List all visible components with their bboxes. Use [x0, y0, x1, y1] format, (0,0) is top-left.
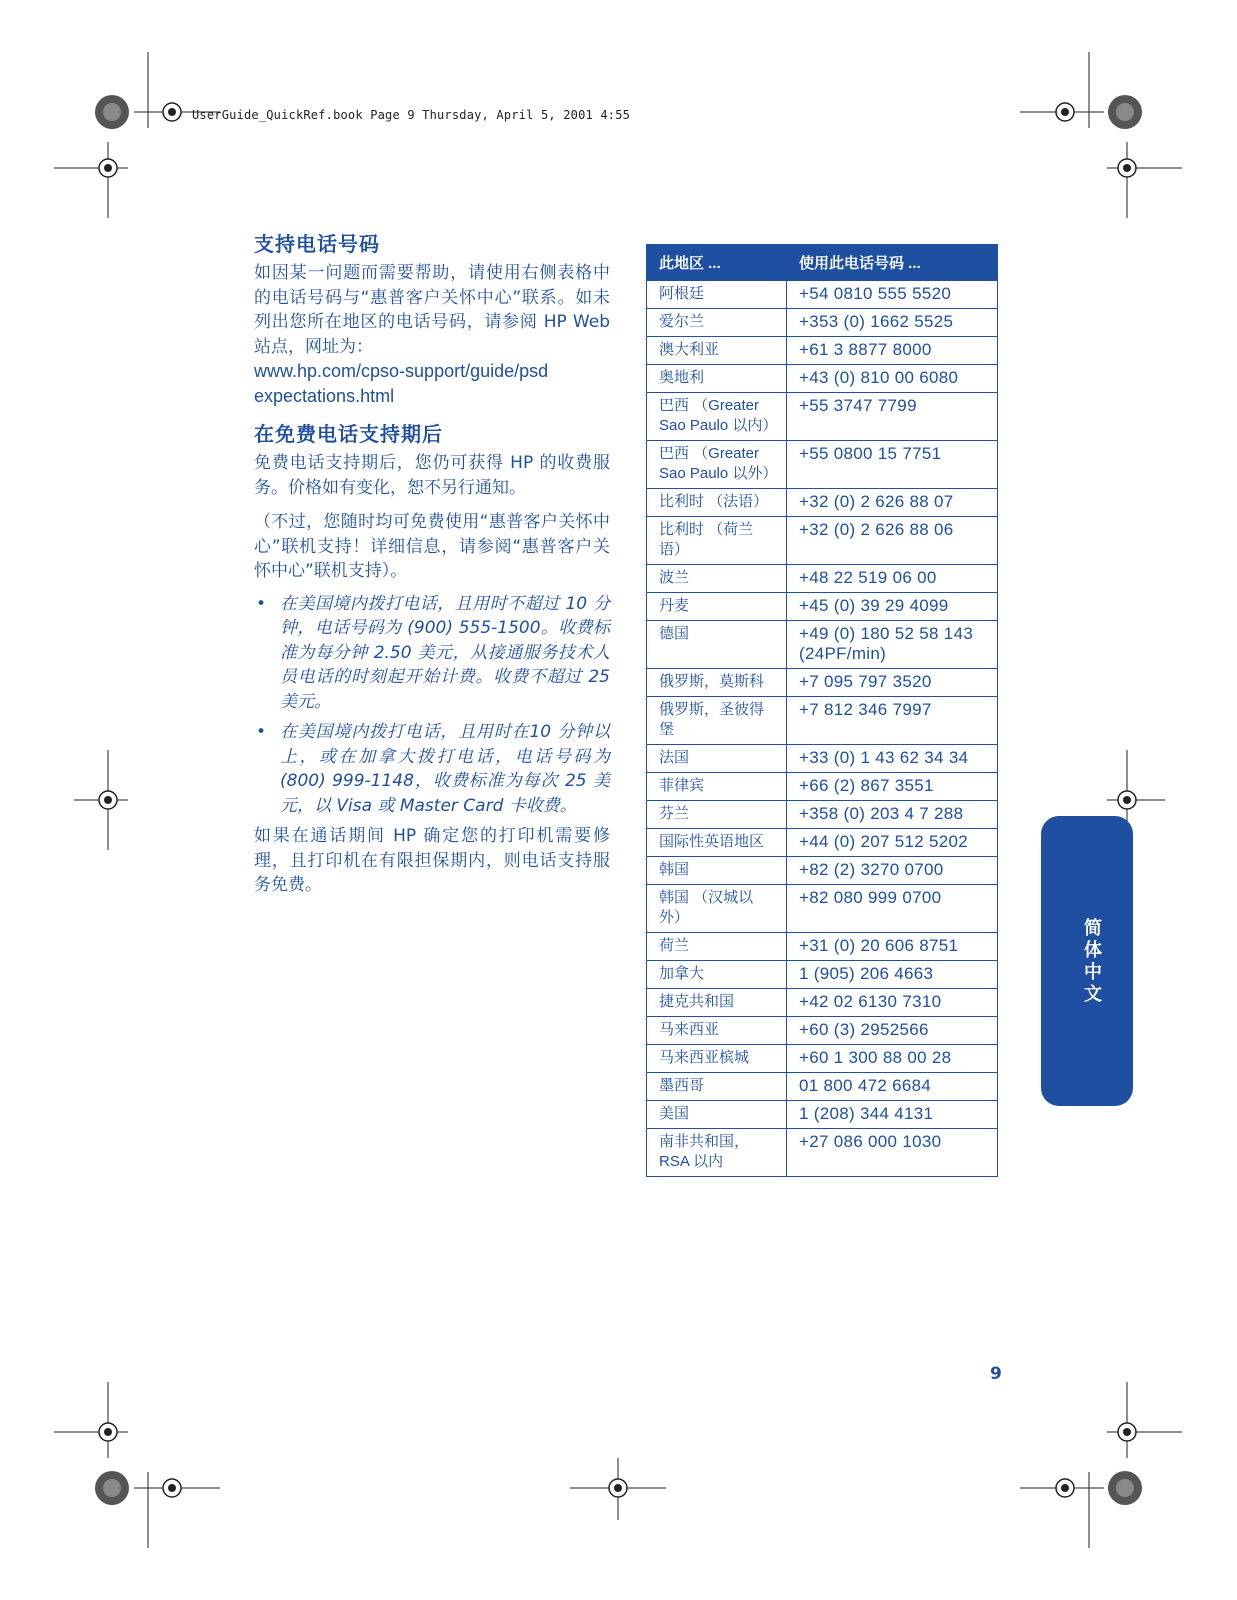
- table-row: [647, 829, 998, 857]
- phone-number-cell: +55 3747 7799: [787, 393, 998, 441]
- region-cell: 澳大利亚: [647, 337, 787, 365]
- region-cell: 俄罗斯，圣彼得堡: [647, 697, 787, 745]
- phone-number-cell: +32 (0) 2 626 88 06: [787, 517, 998, 565]
- phone-number-cell: +43 (0) 810 00 6080: [787, 365, 998, 393]
- region-cell: 美国: [647, 1101, 787, 1129]
- list-item: • 在美国境内拨打电话，且用时不超过 10 分钟，电话号码为 (900) 555-1500。收费标准为每分钟 2.50 美元，从接通服务技术人员电话的时刻起开始计费。收费不超过 25 美元。: [256, 593, 610, 712]
- phone-number-cell: +49 (0) 180 52 58 143 (24PF/min): [787, 621, 998, 669]
- table-row: [647, 281, 998, 309]
- region-cell: 菲律宾: [647, 773, 787, 801]
- region-cell: 奥地利: [647, 365, 787, 393]
- region-cell: 爱尔兰: [647, 309, 787, 337]
- print-header-line: UserGuide_QuickRef.book Page 9 Thursday, April 5, 2001 4:55: [192, 108, 631, 122]
- table-row: [647, 309, 998, 337]
- region-cell: 荷兰: [647, 933, 787, 961]
- section-title-support-phone: 支持电话号码: [254, 232, 380, 256]
- region-cell: 俄罗斯，莫斯科: [647, 669, 787, 697]
- support-url-line-2: expectations.html: [254, 385, 395, 406]
- table-row: [647, 489, 998, 517]
- section-body-support-phone: 如因某一问题而需要帮助，请使用右侧表格中的电话号码与“惠普客户关怀中心”联系。如未列出您所在地区的电话号码，请参阅 HP Web 站点，网址为：: [254, 263, 610, 357]
- paragraph-fee-service: 免费电话支持期后，您仍可获得 HP 的收费服务。价格如有变化，恕不另行通知。: [254, 453, 610, 498]
- table-row: [647, 565, 998, 593]
- bullet-icon: •: [256, 722, 267, 742]
- table-row: [647, 393, 998, 441]
- region-cell: 国际性英语地区: [647, 829, 787, 857]
- phone-number-cell: +82 080 999 0700: [787, 885, 998, 933]
- phone-number-cell: +31 (0) 20 606 8751: [787, 933, 998, 961]
- table-row: [647, 1129, 998, 1177]
- region-cell: 南非共和国，RSA 以内: [647, 1129, 787, 1177]
- phone-number-cell: +33 (0) 1 43 62 34 34: [787, 745, 998, 773]
- phone-number-cell: +32 (0) 2 626 88 07: [787, 489, 998, 517]
- region-cell: 墨西哥: [647, 1073, 787, 1101]
- region-cell: 波兰: [647, 565, 787, 593]
- table-row: [647, 669, 998, 697]
- table-row: [647, 365, 998, 393]
- table-row: [647, 857, 998, 885]
- section-title-after-free-support: 在免费电话支持期后: [254, 422, 443, 446]
- region-cell: 巴西 （Greater Sao Paulo 以内）: [647, 393, 787, 441]
- table-row: [647, 989, 998, 1017]
- region-cell: 韩国: [647, 857, 787, 885]
- table-row: [647, 1101, 998, 1129]
- paragraph-online-support: （不过，您随时均可免费使用“惠普客户关怀中心”联机支持！详细信息，请参阅“惠普客户关怀中心”联机支持）。: [254, 512, 610, 581]
- region-cell: 比利时 （荷兰语）: [647, 517, 787, 565]
- language-side-tab-label: 简体中文: [1081, 918, 1102, 1006]
- phone-number-cell: +66 (2) 867 3551: [787, 773, 998, 801]
- table-row: [647, 801, 998, 829]
- phone-number-cell: +61 3 8877 8000: [787, 337, 998, 365]
- table-row: [647, 337, 998, 365]
- region-cell: 加拿大: [647, 961, 787, 989]
- table-body: [647, 281, 998, 1177]
- table-row: [647, 961, 998, 989]
- phone-number-cell: +82 (2) 3270 0700: [787, 857, 998, 885]
- region-cell: 比利时 （法语）: [647, 489, 787, 517]
- region-cell: 法国: [647, 745, 787, 773]
- region-cell: 巴西 （Greater Sao Paulo 以外）: [647, 441, 787, 489]
- region-cell: 马来西亚槟城: [647, 1045, 787, 1073]
- region-cell: 马来西亚: [647, 1017, 787, 1045]
- phone-number-cell: 1 (905) 206 4663: [787, 961, 998, 989]
- phone-number-cell: +60 1 300 88 00 28: [787, 1045, 998, 1073]
- table-row: [647, 517, 998, 565]
- table-row: [647, 1017, 998, 1045]
- region-cell: 阿根廷: [647, 281, 787, 309]
- table-row: [647, 1045, 998, 1073]
- region-cell: 捷克共和国: [647, 989, 787, 1017]
- column-header-phone: 使用此电话号码 ...: [787, 245, 998, 281]
- page-number: 9: [990, 1364, 1002, 1384]
- phone-number-cell: +353 (0) 1662 5525: [787, 309, 998, 337]
- table-row: [647, 441, 998, 489]
- phone-number-cell: +358 (0) 203 4 7 288: [787, 801, 998, 829]
- region-cell: 丹麦: [647, 593, 787, 621]
- phone-number-cell: 01 800 472 6684: [787, 1073, 998, 1101]
- table-row: [647, 621, 998, 669]
- table-row: [647, 745, 998, 773]
- phone-number-cell: +55 0800 15 7751: [787, 441, 998, 489]
- table-row: [647, 697, 998, 745]
- region-cell: 芬兰: [647, 801, 787, 829]
- table-row: [647, 1073, 998, 1101]
- table-header-row: [647, 245, 998, 281]
- phone-number-cell: +42 02 6130 7310: [787, 989, 998, 1017]
- region-cell: 德国: [647, 621, 787, 669]
- table-row: [647, 885, 998, 933]
- phone-number-cell: +60 (3) 2952566: [787, 1017, 998, 1045]
- phone-number-cell: +7 095 797 3520: [787, 669, 998, 697]
- phone-number-cell: 1 (208) 344 4131: [787, 1101, 998, 1129]
- left-column: [254, 228, 610, 898]
- phone-number-cell: +48 22 519 06 00: [787, 565, 998, 593]
- phone-number-cell: +44 (0) 207 512 5202: [787, 829, 998, 857]
- paragraph-repair-free: 如果在通话期间 HP 确定您的打印机需要修理，且打印机在有限担保期内，则电话支持服务免费。: [254, 826, 610, 895]
- region-cell: 韩国 （汉城以外）: [647, 885, 787, 933]
- list-item: • 在美国境内拨打电话，且用时在10 分钟以上，或在加拿大拨打电话，电话号码为 (800) 999-1148，收费标准为每次 25 美元，以 Visa 或 Master Card 卡收费。: [256, 722, 610, 816]
- support-url-line-1: www.hp.com/cpso-support/guide/psd: [254, 361, 549, 381]
- table-row: [647, 773, 998, 801]
- column-header-region: 此地区 ...: [647, 245, 787, 281]
- bullet-icon: •: [256, 593, 267, 614]
- table-row: [647, 593, 998, 621]
- table-row: [647, 933, 998, 961]
- fee-bullet-list: [254, 592, 610, 819]
- support-phone-table: [646, 244, 998, 1177]
- phone-number-cell: +45 (0) 39 29 4099: [787, 593, 998, 621]
- phone-number-cell: +7 812 346 7997: [787, 697, 998, 745]
- phone-number-cell: +27 086 000 1030: [787, 1129, 998, 1177]
- phone-number-cell: +54 0810 555 5520: [787, 281, 998, 309]
